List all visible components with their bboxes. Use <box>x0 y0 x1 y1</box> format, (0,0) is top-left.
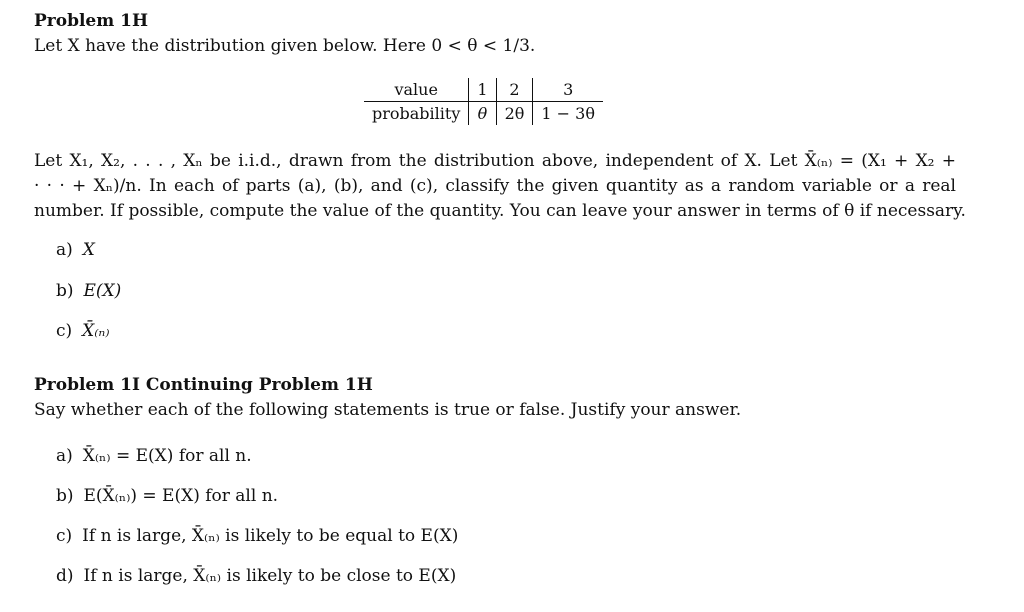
table-cell-value-2: 2 <box>496 78 533 102</box>
part-label: c) <box>56 526 73 546</box>
table-cell-prob-3: 1 − 3θ <box>541 104 595 123</box>
paragraph-line-1: Let X₁, X₂, . . . , Xₙ be i.i.d., drawn from the distribution above, independent of X. Let X̄₍ₙ₎ = (X₁ + X₂ + <box>34 151 956 171</box>
part-text: X̄₍ₙ₎ = E(X) for all n. <box>82 446 252 466</box>
part-1h-b <box>56 280 121 302</box>
part-label: b) <box>56 486 74 506</box>
paragraph-line-2: · · · + Xₙ)/n. In each of parts (a), (b), and (c), classify the given quantity as a random variable or a real <box>34 176 956 196</box>
part-1h-a <box>56 239 95 261</box>
paragraph-line-3: number. If possible, compute the value of the quantity. You can leave your answer in terms of θ if necessary. <box>34 201 966 221</box>
part-1i-d <box>56 565 456 587</box>
part-text: E(X̄₍ₙ₎) = E(X) for all n. <box>83 486 279 506</box>
problem-1i-intro: Say whether each of the following statements is true or false. Justify your answer. <box>34 400 742 420</box>
part-label: b) <box>56 281 74 301</box>
part-text: E(X) <box>83 281 122 301</box>
table-cell-prob-1: θ <box>469 102 496 126</box>
table-row-probability <box>364 102 603 126</box>
table-cell-value-3: 3 <box>533 78 603 102</box>
part-1i-a <box>56 445 252 467</box>
part-label: a) <box>56 446 73 466</box>
table-header-value: value <box>364 78 469 102</box>
distribution-table <box>364 78 603 125</box>
part-1i-c <box>56 525 458 547</box>
problem-1h-intro: Let X have the distribution given below. Here 0 < θ < 1/3. <box>34 36 536 56</box>
problem-1h-title: Problem 1H <box>34 11 149 31</box>
table-row-value <box>364 78 603 102</box>
part-1h-c <box>56 320 110 342</box>
part-text: X <box>82 240 95 260</box>
table-cell-prob-2: 2θ <box>496 102 533 126</box>
part-text: If n is large, X̄₍ₙ₎ is likely to be equal to E(X) <box>82 526 459 546</box>
part-1i-b <box>56 485 278 507</box>
part-label: c) <box>56 321 73 341</box>
part-text: X̄₍ₙ₎ <box>82 321 110 341</box>
problem-1i-title: Problem 1I Continuing Problem 1H <box>34 375 373 395</box>
table-header-probability: probability <box>364 102 469 126</box>
table-cell-value-1: 1 <box>469 78 496 102</box>
part-label: a) <box>56 240 73 260</box>
part-label: d) <box>56 566 74 586</box>
part-text: If n is large, X̄₍ₙ₎ is likely to be close to E(X) <box>83 566 457 586</box>
